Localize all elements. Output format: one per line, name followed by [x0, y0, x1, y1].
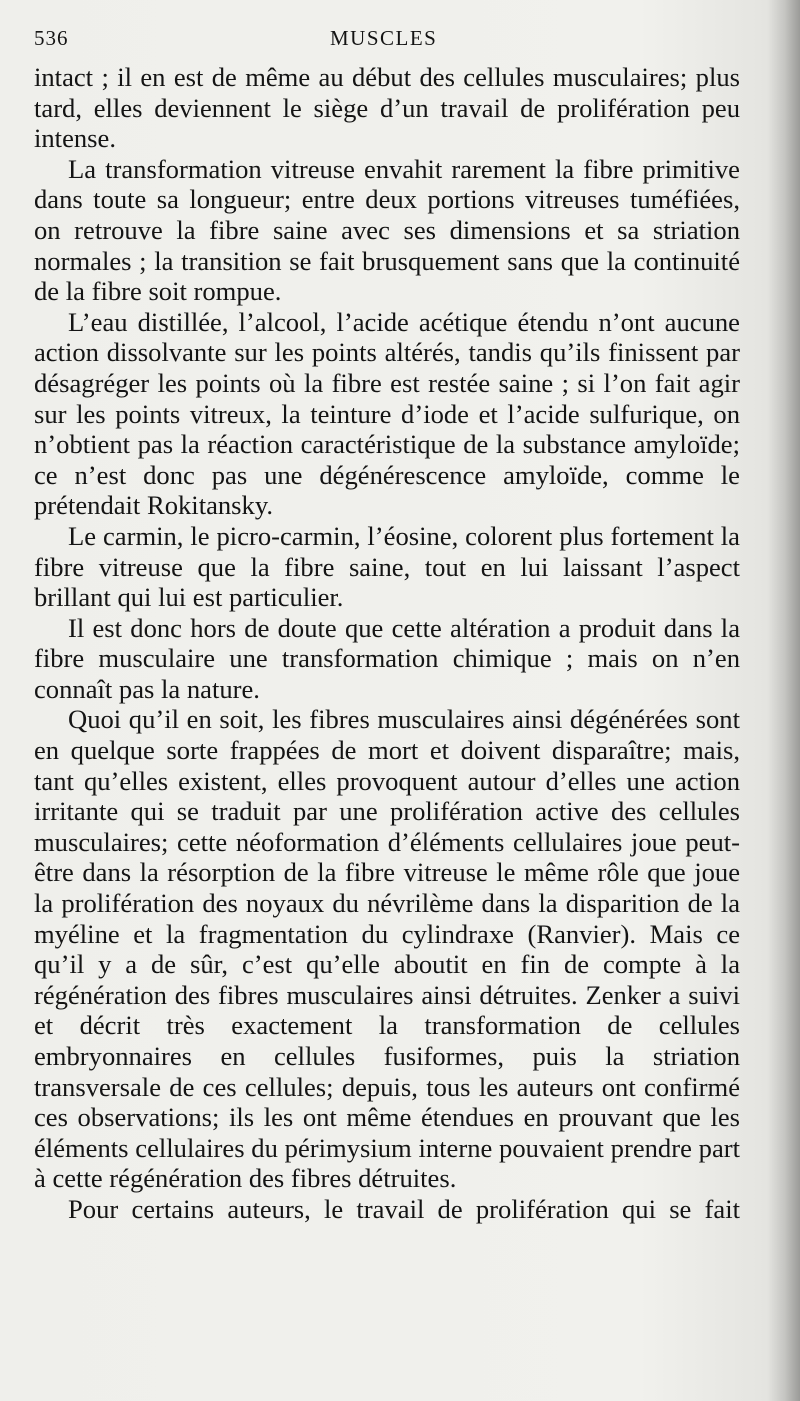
page-header [34, 22, 724, 56]
body-text [34, 62, 740, 1225]
paragraph: L’eau distillée, l’alcool, l’acide acétique étendu n’ont aucune action dissolvante sur les points altérés, tandis qu’ils finissent par désagréger les points où la fibre est restée saine ; si l’on fait agir sur les points vitreux, la teinture d’iode et l’acide sulfurique, on n’obtient pas la réaction caractéristique de la substance amyloïde; ce n’est donc pas une dégénérescence amyloïde, comme le prétendait Rokitansky. [34, 306, 740, 521]
page-number: 536 [34, 26, 69, 50]
paragraph: Quoi qu’il en soit, les fibres musculaires ainsi dégénérées sont en quelque sorte frappées de mort et doivent disparaître; mais, tant qu’elles existent, elles provoquent autour d’elles une action irritante qui se traduit par une prolifération active des cellules musculaires; cette néoformation d’éléments cellulaires joue peut-être dans la résorption de la fibre vitreuse le même rôle que joue la prolifération des noyaux du névrilème dans la disparition de la myéline et la fragmentation du cylindraxe (Ranvier). Mais ce qu’il y a de sûr, c’est qu’elle aboutit en fin de compte à la régénération des fibres musculaires ainsi détruites. Zenker a suivi et décrit très exactement la transformation de cellules embryonnaires en cellules fusiformes, puis la striation transversale de ces cellules; depuis, tous les auteurs ont confirmé ces observations; ils les ont même étendues en prouvant que les éléments cellulaires du périmysium interne pouvaient prendre part à cette régénération des fibres détruites. [34, 704, 740, 1194]
paragraph: Le carmin, le picro-carmin, l’éosine, colorent plus fortement la fibre vitreuse que la fibre saine, tout en lui laissant l’aspect brillant qui lui est particulier. [34, 520, 740, 613]
running-title: MUSCLES [330, 26, 438, 50]
page-edge-shadow [766, 0, 800, 1401]
paragraph: Il est donc hors de doute que cette altération a produit dans la fibre musculaire une transformation chimique ; mais on n’en connaît pas la nature. [34, 612, 740, 704]
paragraph: La transformation vitreuse envahit rarement la fibre primitive dans toute sa longueur; entre deux portions vitreuses tuméfiées, on retrouve la fibre saine avec ses dimensions et sa striation normales ; la transition se fait brusquement sans que la continuité de la fibre soit rompue. [34, 153, 740, 307]
paragraph-continues-next-page: Pour certains auteurs, le travail de prolifération qui se fait [68, 1193, 740, 1224]
paragraph-continued: intact ; il en est de même au début des cellules musculaires; plus tard, elles deviennent le siège d’un travail de prolifération peu intense. [34, 62, 740, 154]
